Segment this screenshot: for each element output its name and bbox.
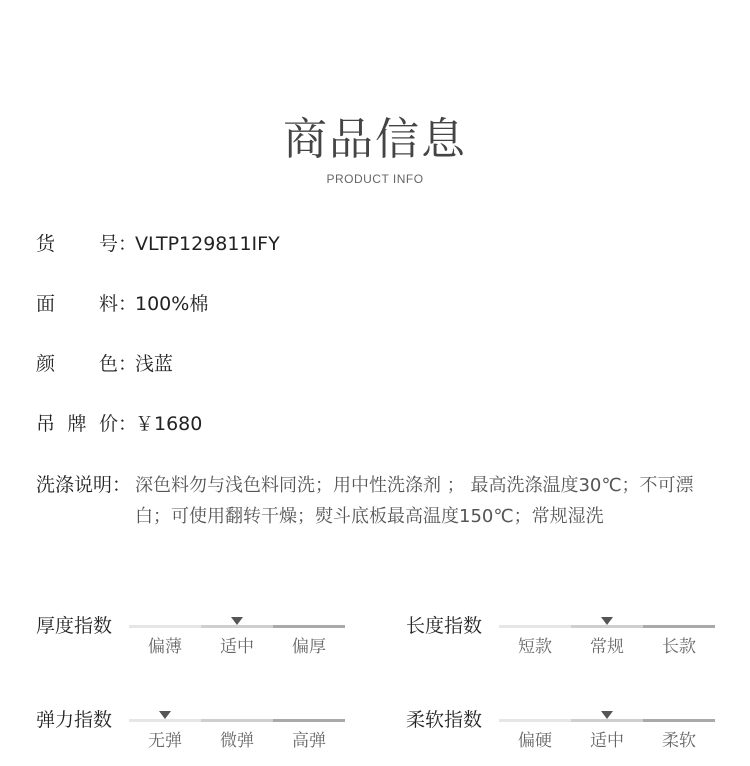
scale-segment [499, 719, 571, 722]
scale-option: 偏硬 [518, 731, 552, 751]
scale-title: 厚度指数 [36, 615, 113, 637]
page-title: 商品信息 [283, 114, 467, 165]
scale-track [499, 625, 715, 628]
scale-marker-icon [159, 711, 171, 719]
scale-title: 长度指数 [406, 615, 483, 637]
scale-option: 柔软 [662, 731, 696, 751]
info-label: 颜 色 ： [36, 353, 138, 375]
scale-segment [129, 719, 201, 722]
info-value-sku: VLTP129811IFY [135, 233, 280, 255]
scale-segment [571, 625, 643, 628]
scale-title: 柔软指数 [406, 709, 483, 731]
info-label: 面 料 ： [36, 293, 138, 315]
scale-marker-icon [601, 711, 613, 719]
info-label: 吊 牌 价 ： [36, 413, 138, 435]
scale-segment [273, 625, 345, 628]
scale-segment [643, 719, 715, 722]
page-subtitle: PRODUCT INFO [326, 172, 424, 186]
scale-option: 适中 [220, 637, 254, 657]
scale-track [499, 719, 715, 722]
scale-segment [129, 625, 201, 628]
scale-option: 短款 [518, 637, 552, 657]
scale-option: 偏厚 [292, 637, 326, 657]
scale-segment [643, 625, 715, 628]
scale-segment [499, 625, 571, 628]
scale-option: 常规 [590, 637, 624, 657]
info-value-wash: 深色料勿与浅色料同洗；用中性洗涤剂 ； 最高洗涤温度30℃；不可漂白；可使用翻转干燥；熨斗底板最高温度150℃；常规湿洗 [135, 475, 694, 527]
scale-option: 高弹 [292, 731, 326, 751]
scale-title: 弹力指数 [36, 709, 113, 731]
scale-option: 无弹 [148, 731, 182, 751]
scale-option: 长款 [662, 637, 696, 657]
scale-marker-icon [231, 617, 243, 625]
info-value-fabric: 100%棉 [135, 293, 209, 315]
scale-option: 适中 [590, 731, 624, 751]
info-label: 货 号 ： [36, 233, 138, 255]
scale-segment [273, 719, 345, 722]
scale-segment [201, 625, 273, 628]
info-label: 洗涤说明： [36, 474, 132, 496]
scale-marker-icon [601, 617, 613, 625]
info-value-price: ￥1680 [135, 413, 203, 435]
info-value-color: 浅蓝 [135, 353, 174, 375]
scale-segment [201, 719, 273, 722]
scale-option: 偏薄 [148, 637, 182, 657]
scale-track [129, 625, 345, 628]
scale-option: 微弹 [220, 731, 254, 751]
scale-track [129, 719, 345, 722]
scale-segment [571, 719, 643, 722]
